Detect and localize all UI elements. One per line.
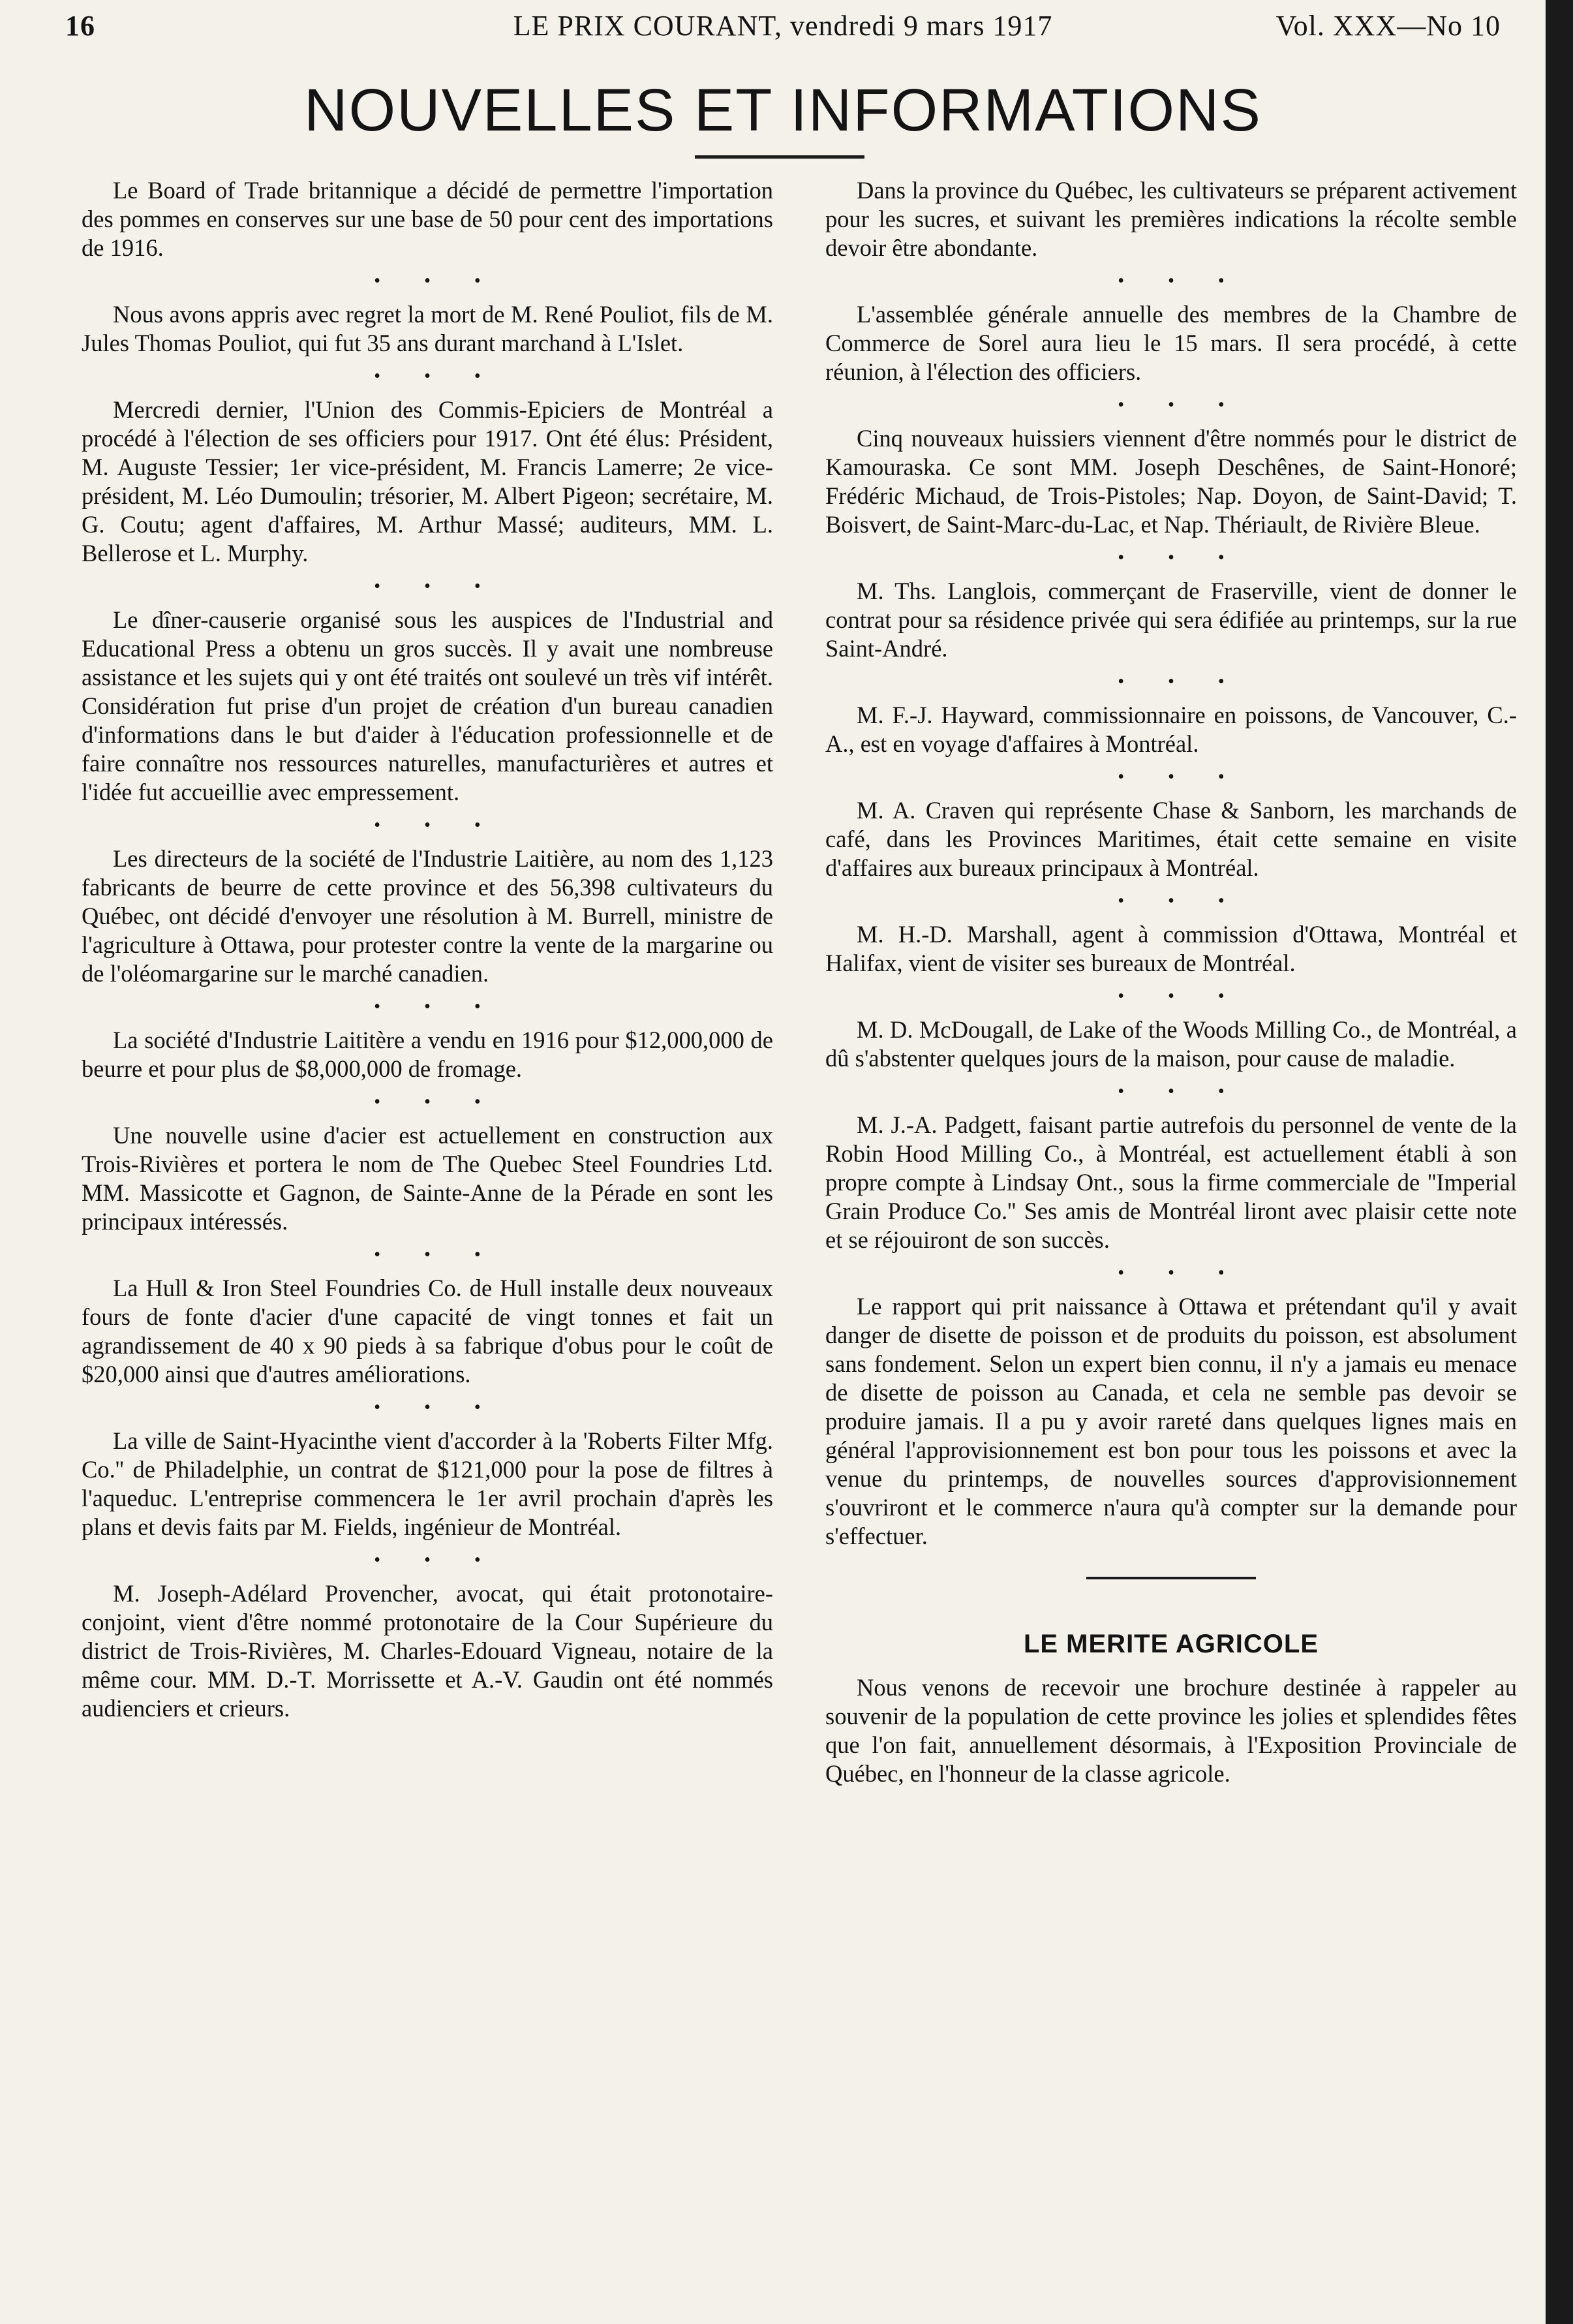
separator: • • • [374,815,500,835]
separator: • • • [1118,271,1244,291]
publication-line: LE PRIX COURANT, vendredi 9 mars 1917 [513,10,1053,42]
separator: • • • [374,271,500,291]
news-item: M. F.-J. Hayward, commissionnaire en poissons, de Vancouver, C.-A., est en voyage d'affaires à Montréal. [825,702,1517,757]
news-item: M. H.-D. Marshall, agent à commission d'Ottawa, Montréal et Halifax, vient de visiter ses bureaux de Montréal. [825,921,1517,976]
news-item: Une nouvelle usine d'acier est actuellement en construction aux Trois-Rivières et portera le nom de The Quebec Steel Foundries Ltd. MM. Massicotte et Gagnon, de Sainte-Anne de la Pérade en sont les principaux intéressés. [82,1122,773,1235]
separator: • • • [1118,1081,1244,1102]
separator: • • • [1118,891,1244,911]
news-item: M. A. Craven qui représente Chase & Sanborn, les marchands de café, dans les Provinces Maritimes, était cette semaine en visite d'affaires aux bureaux principaux à Montréal. [825,797,1517,881]
section-rule [1086,1577,1256,1579]
section-text: Nous venons de recevoir une brochure destinée à rappeler au souvenir de la population de cette province les jolies et splendides fêtes que l'on fait, annuellement désormais, à l'Exposition Provinciale de Québec, en l'honneur de la classe agricole. [825,1674,1517,1787]
news-item: Le rapport qui prit naissance à Ottawa et prétendant qu'il y avait danger de disette de poisson et de produits du poisson, est absolument sans fondement. Selon un expert bien connu, il n'y a jamais eu menace de disette de poisson au Canada, et cela ne semble pas devoir se produire jamais. Il a pu y avoir rareté dans quelques lignes mais en général l'approvisionnement est bon pour tous les poissons et avec la venue du printemps, de nouvelles sources d'approvisionnement s'ouvriront et le commerce n'aura qu'à compter sur la demande pour s'effectuer. [825,1293,1517,1549]
separator: • • • [1118,395,1244,415]
section-heading: LE MERITE AGRICOLE [1023,1630,1319,1658]
separator: • • • [374,1550,500,1570]
separator: • • • [1118,767,1244,787]
news-item: L'assemblée générale annuelle des membres de la Chambre de Commerce de Sorel aura lieu le 15 mars. Il sera procédé, à cette réunion, à l'élection des officiers. [825,301,1517,385]
separator: • • • [374,1092,500,1112]
news-item: M. Ths. Langlois, commerçant de Fraserville, vient de donner le contrat pour sa résidence privée qui sera édifiée au printemps, sur la rue Saint-André. [825,578,1517,662]
news-item: Nous avons appris avec regret la mort de M. René Pouliot, fils de M. Jules Thomas Pouliot, qui fut 35 ans durant marchand à L'Islet. [82,301,773,356]
news-item: La société d'Industrie Laititère a vendu en 1916 pour $12,000,000 de beurre et pour plus de $8,000,000 de fromage. [82,1027,773,1082]
separator: • • • [374,366,500,386]
separator: • • • [1118,548,1244,568]
news-item: Le Board of Trade britannique a décidé de permettre l'importation des pommes en conserves sur une base de 50 pour cent des importations de 1916. [82,177,773,261]
news-item: Le dîner-causerie organisé sous les auspices de l'Industrial and Educational Press a obtenu un gros succès. Il y avait une nombreuse assistance et les sujets qui y ont été traités ont soulevé un très vif intérêt. Considération fut prise d'un projet de création d'un bureau canadien d'informations dans le but d'aider à l'éducation professionnelle et de faire connaître nos ressources naturelles, manufacturières et autres et l'idée fut accueillie avec empressement. [82,606,773,805]
separator: • • • [374,997,500,1017]
news-item: La Hull & Iron Steel Foundries Co. de Hull installe deux nouveaux fours de fonte d'acier d'une capacité de vingt tonnes et fait un agrandissement de 40 x 90 pieds à sa fabrique d'obus pour le coût de $20,000 ainsi que d'autres améliorations. [82,1275,773,1387]
news-item: Mercredi dernier, l'Union des Commis-Epiciers de Montréal a procédé à l'élection de ses officiers pour 1917. Ont été élus: Président, M. Auguste Tessier; 1er vice-président, M. Francis Lamerre; 2e vice-président, M. Léo Dumoulin; trésorier, M. Albert Pigeon; secrétaire, M. G. Coutu; agent d'affaires, M. Arthur Massé; auditeurs, MM. L. Bellerose et L. Murphy. [82,396,773,566]
news-item: M. D. McDougall, de Lake of the Woods Milling Co., de Montréal, a dû s'abstenter quelques jours de la maison, pour cause de maladie. [825,1016,1517,1072]
running-header [65,7,1501,46]
news-item: Dans la province du Québec, les cultivateurs se préparent activement pour les sucres, et suivant les premières indications la récolte semble devoir être abondante. [825,177,1517,261]
separator: • • • [374,576,500,596]
separator: • • • [1118,986,1244,1006]
volume-number: Vol. XXX—No 10 [1275,10,1501,42]
page-number: 16 [65,10,95,42]
title-rule [695,155,864,159]
news-item: Les directeurs de la société de l'Industrie Laitière, au nom des 1,123 fabricants de beurre de cette province et des 56,398 cultivateurs du Québec, ont décidé d'envoyer une résolution à M. Burrell, ministre de l'agriculture à Ottawa, pour protester contre la vente de la margarine ou de l'oléomargarine sur le marché canadien. [82,845,773,987]
separator: • • • [374,1245,500,1265]
news-item: M. J.-A. Padgett, faisant partie autrefois du personnel de vente de la Robin Hood Milling Co., à Montréal, est actuellement établi à son propre compte à Lindsay Ont., sous la firme commerciale de ''Imperial Grain Produce Co.'' Ses amis de Montréal liront avec plaisir cette note et se réjouiront de son succès. [825,1111,1517,1253]
separator: • • • [1118,672,1244,692]
separator: • • • [374,1397,500,1418]
news-item: La ville de Saint-Hyacinthe vient d'accorder à la 'Roberts Filter Mfg. Co.'' de Philadelphie, un contrat de $121,000 pour la pose de filtres à l'aqueduc. L'entreprise commencera le 1er avril prochain d'après les plans et devis faits par M. Fields, ingénieur de Montréal. [82,1427,773,1540]
page-edge-shadow [1546,0,1573,2324]
news-item: Cinq nouveaux huissiers viennent d'être nommés pour le district de Kamouraska. Ce sont MM. Joseph Deschênes, de Saint-Honoré; Frédéric Michaud, de Trois-Pistoles; Nap. Doyon, de Saint-David; T. Boisvert, de Saint-Marc-du-Lac, et Nap. Thériault, de Rivière Bleue. [825,425,1517,538]
left-column [82,176,773,1723]
separator: • • • [1118,1263,1244,1283]
right-column [825,176,1517,1788]
page-title: NOUVELLES ET INFORMATIONS [304,77,1262,144]
news-item: M. Joseph-Adélard Provencher, avocat, qui était protonotaire-conjoint, vient d'être nommé protonotaire de la Cour Supérieure du district de Trois-Rivières, M. Charles-Edouard Vigneau, notaire de la même cour. MM. D.-T. Morrissette et A.-V. Gaudin ont été nommés audienciers et crieurs. [82,1580,773,1722]
